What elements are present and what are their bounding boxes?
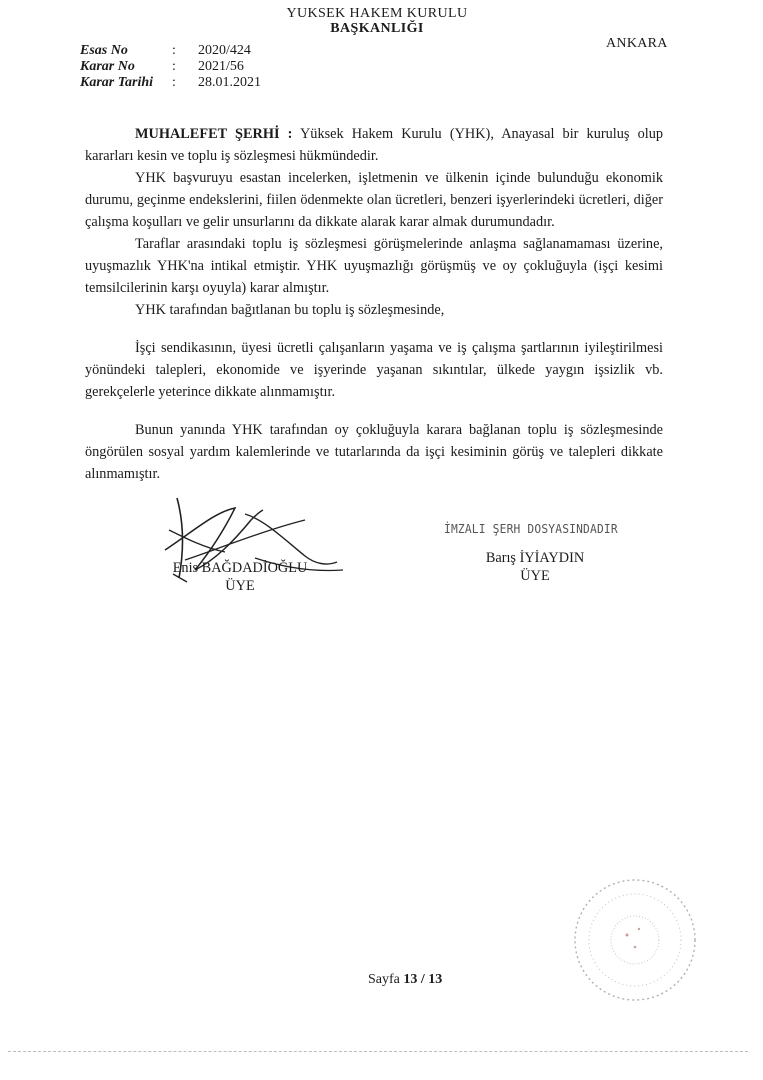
left-signatory (160, 559, 320, 595)
institution-line-2: BAŞKANLIĞI (330, 21, 424, 36)
paragraph-1 (85, 123, 663, 167)
right-signatory-name: Barış İYİAYDIN (485, 550, 585, 566)
paragraph-2: YHK başvuruyu esastan incelerken, işletmenin ve ülkenin içinde bulunduğu ekonomik durumu, geçinme endekslerini, fiilen ödenmekte olan ücretleri, benzeri işyerlerindeki ücretleri, diğer çalışma koşulları ve gelir unsurlarını da dikkate alarak karar almak durumundadır. (85, 170, 663, 230)
right-signatory-role: ÜYE (520, 568, 550, 584)
dissent-body (85, 123, 663, 485)
page-separator: / (417, 972, 429, 987)
bottom-divider (8, 1051, 748, 1052)
paragraph-1-text: Yüksek Hakem Kurulu (YHK), Anayasal bir kuruluş olup kararları kesin ve toplu iş sözleşmesi hükmündedir. (85, 126, 663, 164)
institution-line-1: YUKSEK HAKEM KURULU (286, 6, 468, 21)
meta-label: Esas No (80, 43, 128, 58)
meta-label: Karar No (80, 59, 135, 74)
city-label: ANKARA (606, 36, 668, 51)
paragraph-6: Bunun yanında YHK tarafından oy çokluğuyla karara bağlanan toplu iş sözleşmesinde öngörülen sosyal yardım kalemlerinde ve tutarlarında da işçi kesiminin görüş ve talepleri dikkate alınmamıştır. (85, 422, 663, 482)
official-seal (565, 865, 705, 1015)
meta-value: 28.01.2021 (198, 75, 261, 90)
signed-dissent-stamp: İMZALI ŞERH DOSYASINDADIR (444, 521, 618, 536)
page-indicator (368, 972, 442, 988)
meta-colon: : (172, 59, 176, 74)
meta-row-tarih (80, 75, 261, 91)
page-prefix: Sayfa (368, 972, 404, 987)
meta-value: 2021/56 (198, 59, 244, 74)
paragraph-4: YHK tarafından bağıtlanan bu toplu iş sözleşmesinde, (135, 302, 445, 318)
page-current: 13 (403, 972, 418, 987)
left-signatory-role: ÜYE (225, 578, 255, 594)
meta-row-esas (80, 43, 261, 59)
meta-label: Karar Tarihi (80, 75, 154, 90)
left-signatory-name: Enis BAĞDADİOĞLU (172, 560, 308, 576)
right-signatory (460, 549, 610, 585)
dissent-heading: MUHALEFET ŞERHİ : (135, 126, 293, 142)
paragraph-3: Taraflar arasındaki toplu iş sözleşmesi görüşmelerinde anlaşma sağlanamaması üzerine, uyuşmazlık YHK'na intikal etmiştir. YHK uyuşmazlığı görüşmüş ve oy çokluğuyla (işçi kesimi temsilcilerinin karşı oyuyla) karar almıştır. (85, 236, 663, 296)
page-total: 13 (428, 972, 443, 987)
meta-colon: : (172, 75, 176, 90)
case-meta (80, 43, 261, 91)
meta-row-karar (80, 59, 261, 75)
meta-value: 2020/424 (198, 43, 251, 58)
meta-colon: : (172, 43, 176, 58)
institution-name (247, 6, 507, 37)
paragraph-5: İşçi sendikasının, üyesi ücretli çalışanların yaşama ve iş çalışma şartlarının iyileştirilmesi yönündeki talepleri, ekonomide ve işyerinde yaşanan sıkıntılar, ülkede yaygın işsizlik vb. gerekçelerle yeterince dikkate alınmamıştır. (85, 340, 663, 400)
